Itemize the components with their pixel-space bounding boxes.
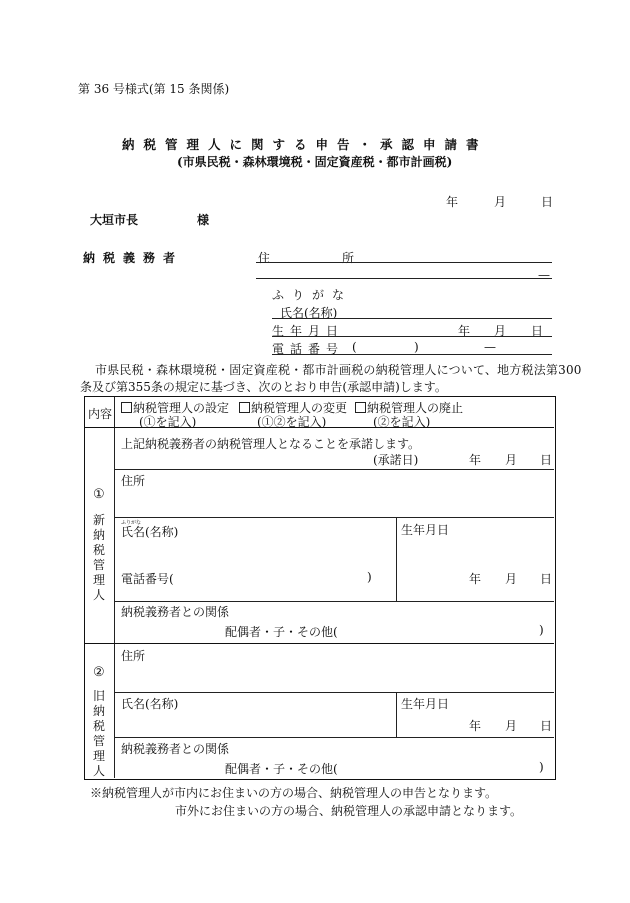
section1-bottom xyxy=(85,643,554,644)
application-table xyxy=(84,396,556,780)
birth-day-label: 日 xyxy=(531,324,544,338)
taxpayer-phone-label: 電話番号 xyxy=(272,342,345,356)
s2-relation-label: 納税義務者との関係 xyxy=(121,742,230,756)
s1-relation-label: 納税義務者との関係 xyxy=(121,605,230,619)
name-underline xyxy=(272,318,552,319)
s2-name-label: 氏名(名称) xyxy=(121,697,179,711)
option-abolish-note: (②を記入) xyxy=(373,415,431,429)
phone-underline xyxy=(272,354,552,355)
birth-year-label: 年 xyxy=(458,324,471,338)
body-text-line2: 条及び第355条の規定に基づき、次のとおり申告(承認申請)します。 xyxy=(80,380,447,394)
date-day-label: 日 xyxy=(541,195,554,209)
s1-birth-month: 月 xyxy=(505,572,518,586)
taxpayer-address-label xyxy=(258,249,426,266)
section2-number: ② xyxy=(93,665,105,680)
taxpayer-address-label-text: 住所 xyxy=(258,251,427,265)
option-set-label: 納税管理人の設定 xyxy=(133,401,230,415)
s1-consent-text: 上記納税義務者の納税管理人となることを承諾します。 xyxy=(121,437,421,451)
date-month-label: 月 xyxy=(494,195,507,209)
checkbox-set[interactable] xyxy=(121,402,132,413)
s2-name-line xyxy=(114,737,554,738)
s2-birth-year: 年 xyxy=(469,719,482,733)
s2-address-label: 住所 xyxy=(121,649,146,663)
s1-birth-day: 日 xyxy=(540,572,553,586)
s1-name-label: 氏名(名称) xyxy=(121,525,179,539)
checkbox-change[interactable] xyxy=(239,402,250,413)
section2-label: 旧納税管理人 xyxy=(92,689,105,778)
s1-address-label: 住所 xyxy=(121,474,146,488)
option-abolish-label: 納税管理人の廃止 xyxy=(367,401,464,415)
taxpayer-birth-label: 生年月日 xyxy=(272,324,345,338)
option-set-note: (①を記入) xyxy=(139,415,197,429)
s1-birth-label: 生年月日 xyxy=(401,523,450,537)
address-dash: — xyxy=(538,268,550,282)
form-number: 第 36 号様式(第 15 条関係) xyxy=(78,82,230,96)
note-line1: ※納税管理人が市内にお住まいの方の場合、納税管理人の申告となります。 xyxy=(90,786,498,800)
content-label: 内容 xyxy=(88,407,113,421)
s1-consent-date-label: (承諾日) xyxy=(373,453,419,467)
s1-birth-divider xyxy=(396,517,397,601)
furigana-label: ふりがな xyxy=(272,288,353,302)
s2-birth-label: 生年月日 xyxy=(401,697,450,711)
phone-close-paren: ) xyxy=(414,340,419,354)
s1-phone-label: 電話番号( xyxy=(121,572,174,586)
address-underline-2 xyxy=(256,278,552,279)
birth-underline xyxy=(272,336,552,337)
note-line2: 市外にお住まいの方の場合、納税管理人の承認申請となります。 xyxy=(175,804,523,818)
body-text-line1: 市県民税・森林環境税・固定資産税・都市計画税の納税管理人について、地方税法第300 xyxy=(95,363,582,377)
phone-open-paren: ( xyxy=(352,340,357,354)
s1-consent-year: 年 xyxy=(469,453,482,467)
document-title: 納税管理人に関する申告・承認申請書 xyxy=(122,137,488,152)
document-subtitle: (市県民税・森林環境税・固定資産税・都市計画税) xyxy=(177,155,453,169)
date-year-label: 年 xyxy=(446,195,459,209)
addressee-honorific: 様 xyxy=(197,213,210,227)
s2-birth-day: 日 xyxy=(540,719,553,733)
s2-relation-options: 配偶者・子・その他( xyxy=(225,762,338,776)
label-column-divider xyxy=(114,397,115,778)
s2-birth-month: 月 xyxy=(505,719,518,733)
s1-furigana-small: ふりがな xyxy=(121,520,142,526)
addressee-name: 大垣市長 xyxy=(90,213,139,227)
s1-consent-day: 日 xyxy=(540,453,553,467)
s1-address-line xyxy=(114,517,554,518)
checkbox-abolish[interactable] xyxy=(355,402,366,413)
s1-relation-options: 配偶者・子・その他( xyxy=(225,625,338,639)
taxpayer-name-label: 氏名(名称) xyxy=(280,306,338,320)
s2-birth-divider xyxy=(396,692,397,737)
option-change-label: 納税管理人の変更 xyxy=(251,401,348,415)
address-underline xyxy=(256,262,552,263)
s1-consent-line xyxy=(114,469,554,470)
taxpayer-label: 納税義務者 xyxy=(83,251,184,265)
phone-dash: — xyxy=(484,340,496,354)
s1-birth-year: 年 xyxy=(469,572,482,586)
s1-phone-close: ) xyxy=(367,570,372,584)
s1-relation-close: ) xyxy=(539,623,544,637)
option-change-note: (①②を記入) xyxy=(257,415,327,429)
s1-phone-line xyxy=(114,601,554,602)
birth-month-label: 月 xyxy=(494,324,507,338)
s2-address-line xyxy=(114,692,554,693)
section1-number: ① xyxy=(93,487,105,502)
section1-label: 新納税管理人 xyxy=(92,513,105,602)
s2-relation-close: ) xyxy=(539,760,544,774)
s1-consent-month: 月 xyxy=(505,453,518,467)
